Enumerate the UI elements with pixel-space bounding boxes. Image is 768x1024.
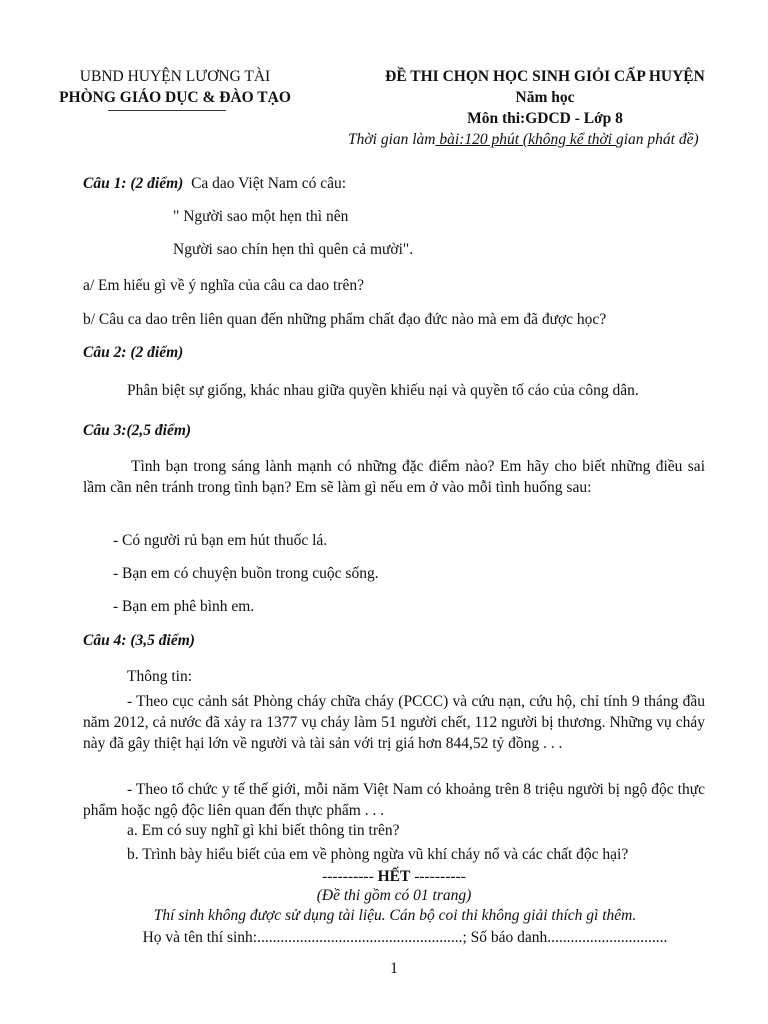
- q3-item: - Bạn em có chuyện buồn trong cuộc sống.: [113, 565, 379, 582]
- q1-verse2: Người sao chín hẹn thì quên cả mười".: [173, 241, 414, 258]
- q2-title: Câu 2: (2 điểm): [83, 344, 184, 361]
- header-underline: [108, 110, 226, 111]
- q1-b: b/ Câu ca dao trên liên quan đến những phẩm chất đạo đức nào mà em đã được học?: [83, 311, 607, 328]
- q1-verse1: " Người sao một hẹn thì nên: [173, 208, 349, 225]
- q1-title: Câu 1: (2 điểm): [83, 175, 184, 192]
- exam-title: ĐỀ THI CHỌN HỌC SINH GIỎI CẤP HUYỆN: [385, 68, 705, 85]
- q3-item: - Bạn em phê bình em.: [113, 598, 255, 615]
- q1-intro: Ca dao Việt Nam có câu:: [191, 175, 347, 192]
- rules-note: Thí sinh không được sử dụng tài liệu. Cán bộ coi thi không giải thích gì thêm.: [153, 907, 637, 924]
- het-dashes-right: ----------: [410, 868, 466, 885]
- het-dashes-left: ----------: [322, 868, 378, 885]
- q4-info: Thông tin:: [127, 668, 193, 685]
- het-word: HẾT: [377, 868, 411, 885]
- q3-text: Tình bạn trong sáng lành mạnh có những đặc điểm nào? Em hãy cho biết những điều sai lầm cần nên tránh trong tình bạn? Em sẽ làm gì nếu em ở vào mỗi tình huống sau:: [83, 458, 705, 496]
- q3-item: - Có người rủ bạn em hút thuốc lá.: [113, 532, 328, 549]
- q4-b: b. Trình bày hiểu biết của em về phòng ngừa vũ khí cháy nổ và các chất độc hại?: [127, 846, 629, 863]
- header-left-line2: PHÒNG GIÁO DỤC & ĐÀO TẠO: [59, 89, 291, 106]
- time-prefix: Thời gian làm: [348, 131, 436, 148]
- time-suffix: gian phát đề): [615, 131, 699, 148]
- q4-title: Câu 4: (3,5 điểm): [83, 632, 195, 649]
- q4-p1: - Theo cục cảnh sát Phòng cháy chữa cháy (PCCC) và cứu nạn, cứu hộ, chỉ tính 9 tháng đầu năm 2012, cả nước đã xảy ra 1377 vụ cháy làm 51 người chết, 112 người bị thương. Những vụ cháy này đã gây thiệt hại lớn về người và tài sản với trị giá hơn 844,52 tỷ đồng . . .: [83, 693, 705, 752]
- time-underlined: bài:120 phút (không kể thời: [435, 131, 616, 148]
- het-line: [83, 868, 705, 886]
- q3-title: Câu 3:(2,5 điểm): [83, 422, 192, 439]
- q4-p2: - Theo tổ chức y tế thế giới, mỗi năm Việt Nam có khoảng trên 8 triệu người bị ngộ độc thực phẩm hoặc ngộ độc liên quan đến thực phẩm . . .: [83, 781, 705, 819]
- q1-a: a/ Em hiểu gì về ý nghĩa của câu ca dao trên?: [83, 277, 365, 294]
- school-year: Năm học: [515, 89, 575, 106]
- candidate-line: Họ và tên thí sinh:.....................................................; Số báo danh...............................: [142, 929, 668, 946]
- page-number: 1: [390, 960, 398, 977]
- pages-note: (Đề thi gồm có 01 trang): [316, 887, 472, 904]
- time-line: [348, 131, 699, 149]
- subject-line: Môn thi:GDCD - Lớp 8: [467, 110, 623, 127]
- q4-a: a. Em có suy nghĩ gì khi biết thông tin trên?: [127, 822, 400, 839]
- header-left-line1: UBND HUYỆN LƯƠNG TÀI: [79, 68, 271, 85]
- q1-line: [83, 175, 346, 193]
- q2-text: Phân biệt sự giống, khác nhau giữa quyền khiếu nại và quyền tố cáo của công dân.: [127, 382, 639, 399]
